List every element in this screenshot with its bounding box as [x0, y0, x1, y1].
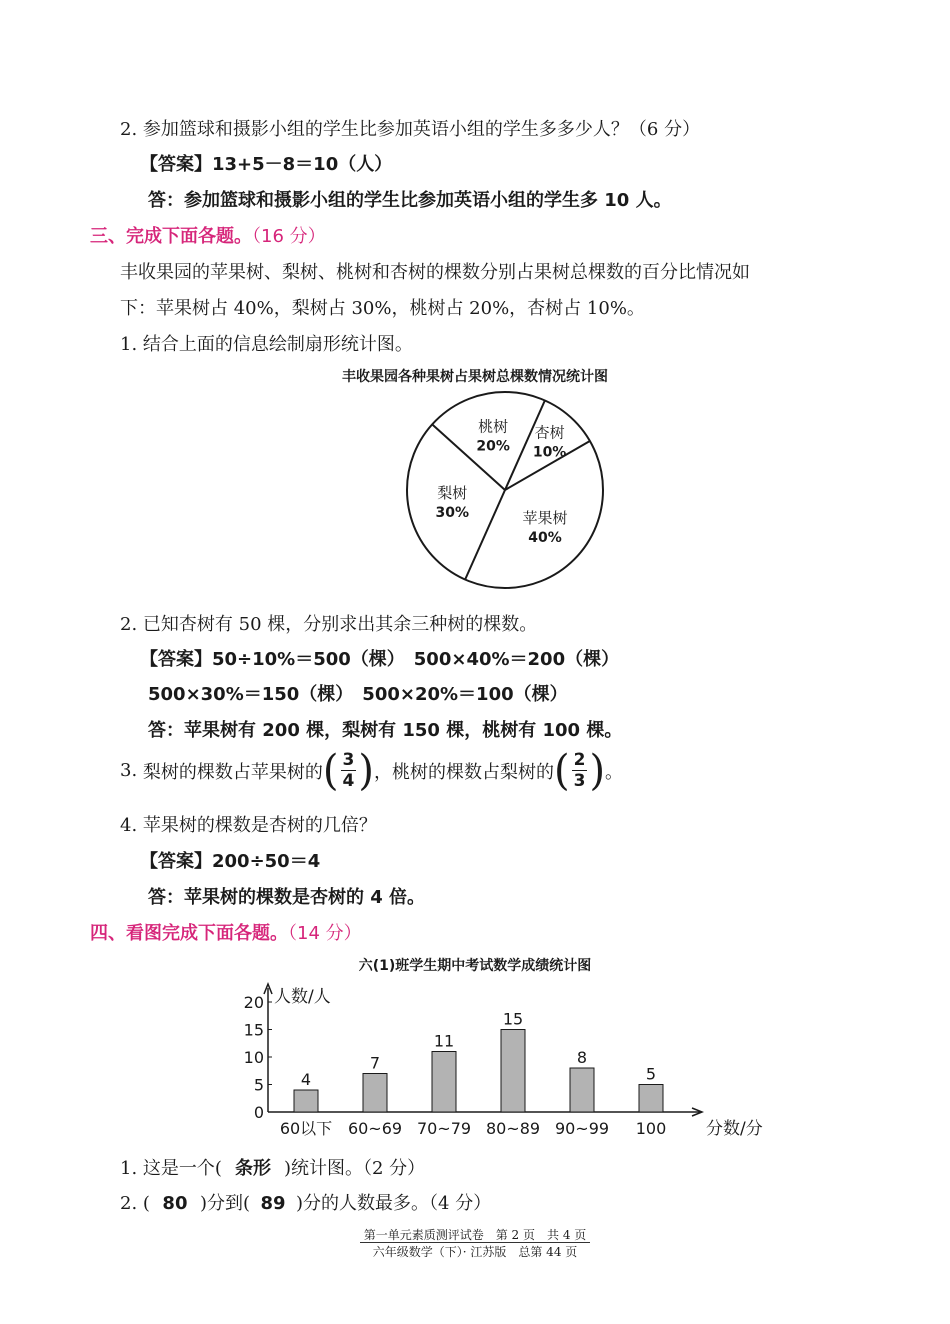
question-number: 3. [120, 760, 138, 781]
left-paren: ( [553, 746, 570, 795]
pie-slice-name: 苹果树 [522, 509, 568, 528]
answer-line-2: 500×30%＝150（棵） 500×20%＝100（棵） [148, 684, 568, 705]
answer-line-1: 【答案】50÷10%＝500（棵） 500×40%＝200（棵） [140, 649, 620, 670]
section-points: （16 分） [252, 226, 326, 247]
question-2-2 [120, 115, 700, 141]
section-3-title [90, 222, 326, 248]
intro-line-2: 下：苹果树占 40%，梨树占 30%，桃树占 20%，杏树占 10%。 [120, 298, 645, 319]
x-category-label: 60以下 [279, 1119, 333, 1138]
x-category-label: 70~79 [416, 1119, 472, 1138]
fraction-answer-1 [322, 746, 374, 795]
question-text-c: )分的人数最多。（4 分） [296, 1193, 492, 1214]
y-tick-label: 0 [253, 1103, 264, 1122]
footer-text-1: 第一单元素质测评试卷 第 2 页 共 4 页 [360, 1228, 591, 1243]
question-text: 苹果树的棵数是杏树的几倍？ [142, 815, 377, 836]
question-text: 参加篮球和摄影小组的学生比参加英语小组的学生多多少人？（6 分） [142, 119, 701, 140]
section-title-text: 四、看图完成下面各题。 [90, 923, 288, 944]
question-3-2 [120, 610, 537, 636]
answer-reply: 答：苹果树有 200 棵，梨树有 150 棵，桃树有 100 棵。 [148, 720, 623, 741]
pie-chart [395, 388, 615, 598]
pie-slice-label: 40% [528, 530, 562, 547]
question-3-4 [120, 811, 377, 837]
y-tick-label: 5 [253, 1075, 264, 1095]
answer-line: 【答案】200÷50＝4 [140, 851, 321, 872]
answer-reply: 答：参加篮球和摄影小组的学生比参加英语小组的学生多 10 人。 [148, 190, 672, 211]
y-tick-label: 20 [243, 993, 264, 1012]
question-text-a: 这是一个( [142, 1158, 222, 1179]
pie-slice-name: 梨树 [437, 484, 468, 503]
pie-slice-label: 10% [532, 444, 567, 461]
section-points: （14 分） [288, 923, 362, 944]
bar [570, 1068, 594, 1112]
bar [501, 1030, 525, 1113]
right-paren: ) [589, 746, 606, 795]
question-number: 2. [120, 1193, 138, 1214]
question-number: 2. [120, 614, 138, 635]
bar-value-label: 7 [369, 1053, 381, 1073]
y-tick-label: 15 [243, 1020, 264, 1040]
question-3-1 [120, 330, 413, 356]
bar-value-label: 11 [433, 1031, 455, 1051]
pie-slice-name: 桃树 [478, 417, 509, 436]
answer-reply: 答：苹果树的棵数是杏树的 4 倍。 [148, 887, 426, 908]
bar [294, 1090, 318, 1112]
bar [363, 1074, 387, 1113]
section-title-text: 三、完成下面各题。 [90, 226, 252, 247]
question-number: 1. [120, 334, 138, 355]
question-text-b: )统计图。（2 分） [283, 1158, 426, 1179]
footer-line-2: 六年级数学（下）· 江苏版 总第 44 页 [372, 1245, 578, 1259]
blank-answer-1: 80 [162, 1193, 188, 1214]
bar [639, 1085, 663, 1113]
question-text: 结合上面的信息绘制扇形统计图。 [142, 334, 413, 355]
pie-slice-label: 20% [476, 438, 510, 455]
x-category-label: 100 [635, 1119, 667, 1138]
fraction-denominator: 3 [573, 771, 586, 791]
x-category-label: 80~89 [485, 1119, 541, 1138]
bar-value-label: 8 [576, 1048, 588, 1067]
fraction-numerator: 2 [573, 750, 586, 770]
question-number: 1. [120, 1158, 138, 1179]
fraction-numerator: 3 [342, 750, 355, 770]
y-tick-label: 10 [243, 1048, 264, 1067]
fraction-denominator: 4 [342, 771, 355, 791]
right-paren: ) [358, 746, 374, 795]
question-4-2 [120, 1189, 491, 1215]
pie-slice-label: 30% [435, 505, 470, 522]
left-paren: ( [322, 746, 339, 795]
question-4-1 [120, 1154, 425, 1180]
blank-answer-2: 89 [260, 1193, 286, 1214]
question-text: 已知杏树有 50 棵，分别求出其余三种树的棵数。 [142, 614, 538, 635]
bar [432, 1052, 456, 1113]
bar-chart [230, 978, 763, 1146]
bar-chart-title: 六(1)班学生期中考试数学成绩统计图 [358, 958, 592, 974]
x-category-label: 60~69 [347, 1119, 403, 1138]
question-number: 4. [120, 815, 138, 836]
fraction-answer-2 [553, 746, 606, 795]
y-axis-label: 人数/人 [274, 987, 331, 1007]
question-text-a: ( [142, 1193, 150, 1214]
question-3-3 [120, 746, 624, 795]
x-category-label: 90~99 [554, 1119, 610, 1138]
answer-line: 【答案】13+5－8＝10（人） [140, 154, 393, 175]
question-text-a: 梨树的棵数占苹果树的 [142, 761, 323, 783]
bar-value-label: 4 [300, 1070, 312, 1089]
question-number: 2. [120, 119, 138, 140]
question-text-b: )分到( [199, 1193, 250, 1214]
footer-line-1 [0, 1226, 950, 1243]
pie-slice-name: 杏树 [534, 423, 565, 442]
intro-line-1: 丰收果园的苹果树、梨树、桃树和杏树的棵数分别占果树总棵数的百分比情况如 [120, 262, 750, 283]
question-text-c: 。 [605, 761, 624, 783]
bar-value-label: 5 [645, 1064, 657, 1084]
question-text-b: ，桃树的棵数占梨树的 [373, 761, 554, 783]
pie-chart-title: 丰收果园各种果树占果树总棵数情况统计图 [342, 369, 608, 385]
blank-answer: 条形 [234, 1158, 271, 1179]
section-4-title [90, 919, 362, 945]
x-axis-label: 分数/分 [706, 1119, 763, 1139]
bar-value-label: 15 [502, 1009, 524, 1029]
